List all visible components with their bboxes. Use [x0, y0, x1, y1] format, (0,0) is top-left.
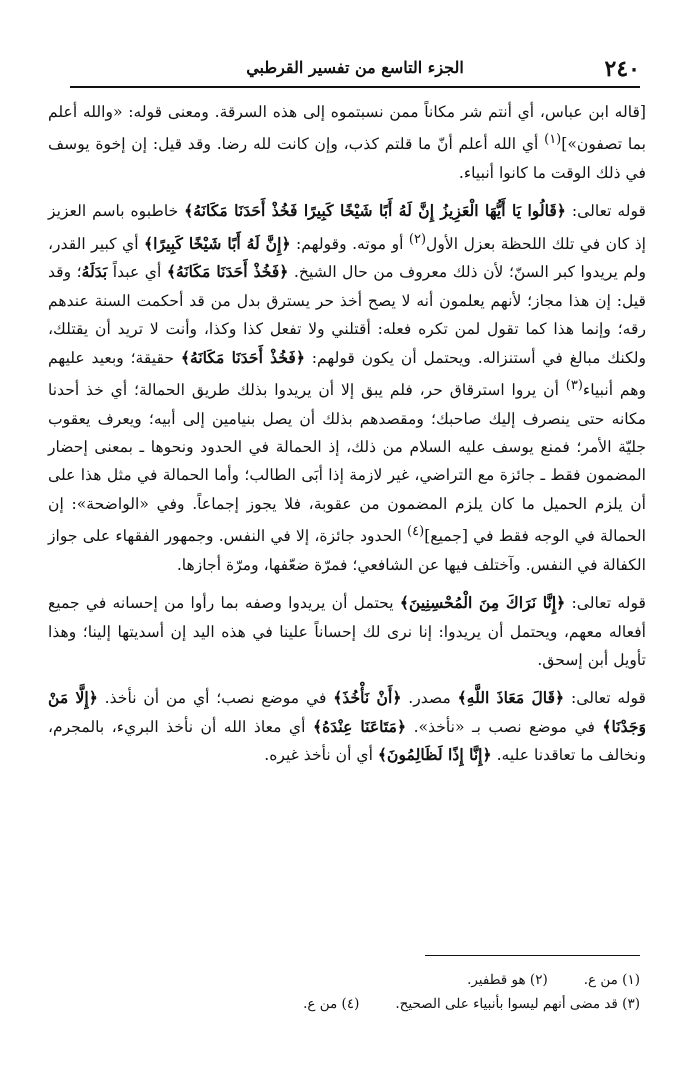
quran-verse: ﴿إِنَّ لَهُ أَبًا شَيْخًا كَبِيرًا﴾ — [144, 234, 291, 253]
footnote-marker: (٤) — [407, 524, 425, 540]
text-run: [قاله ابن عباس، أي أنتم شر مكاناً ممن نسبتموه إلى هذه السرقة. ومعنى قوله: «والله أعلم بما تصفون»] — [48, 103, 646, 154]
footnote: (٣) قد مضى أنهم ليسوا بأنبياء على الصحيح. — [395, 996, 640, 1012]
text-run: في موضع نصب بـ «نأخذ». — [406, 717, 603, 736]
footnote-marker: (٣) — [565, 378, 583, 394]
footnote-row — [50, 992, 640, 1016]
footnote-marker: (١) — [544, 132, 562, 148]
quran-verse: ﴿مَتَاعَنَا عِنْدَهُ﴾ — [312, 716, 407, 736]
footnote-row — [50, 968, 640, 992]
quran-verse: ﴿أَنْ نَأْخُذَ﴾ — [333, 688, 402, 708]
text-run: الحدود جائزة، إلا في النفس. وجمهور الفقهاء على جواز الكفالة في النفس. وآختلف فيها عن الشافعي؛ فمرّة ضعّفها، ومرّة أجازها. — [48, 527, 646, 574]
paragraph — [48, 98, 646, 187]
footnote-divider — [425, 955, 640, 956]
text-run: مصدر. — [401, 689, 458, 708]
quran-verse: ﴿إِنَّا إِذًا لَظَالِمُونَ﴾ — [377, 745, 492, 765]
text-run: أي عبداً — [107, 263, 167, 282]
text-run: أي كبير القدر، ولم يريدوا كبر السنّ؛ لأن ذلك معروف من حال الشيخ. — [48, 235, 646, 282]
quran-verse: ﴿قَالَ مَعَاذَ اللَّهِ﴾ — [457, 688, 565, 708]
text-run: ؛ وقد قيل: إن هذا مجاز؛ لأنهم يعلمون أنه لا يصح أخذ حر يسترق بدل من قد أحكمت السنة عندهم رقه؛ وإنما هذا كما تقول لمن تكره فعله: أقتلني ولا تفعل كذا وكذا، وأنت لا تريد أن يقتلك، ولكنك مبالغ في أستنزاله. ويحتمل أن يكون قولهم: — [48, 263, 646, 367]
quran-verse: ﴿إِنَّا نَرَاكَ مِنَ الْمُحْسِنِينَ﴾ — [399, 593, 566, 613]
body-text — [48, 98, 646, 780]
quran-verse: ﴿فَخُذْ أَحَدَنَا مَكَانَهُ﴾ — [166, 262, 289, 282]
quran-verse: ﴿فَخُذْ أَحَدَنَا مَكَانَهُ﴾ — [180, 347, 306, 367]
text-run: حقيقة؛ وبعيد عليهم وهم أنبياء — [48, 348, 646, 400]
running-title: الجزء التاسع من تفسير القرطبي — [246, 58, 464, 77]
text-run: يحتمل أن يريدوا وصفه بما رأوا من إحسانه في جميع أفعاله معهم، ويحتمل أن يريدوا: إنا نرى لك إحساناً علينا في هذه اليد إن أسديتها إلينا؛ وهذا تأويل أبن إسحق. — [48, 594, 646, 670]
footnote: (١) من ع. — [583, 972, 640, 988]
footnote: (٢) هو قطفير. — [467, 972, 548, 988]
footnote: (٤) من ع. — [303, 996, 360, 1012]
footnotes — [50, 968, 640, 1016]
text-run: أي أن نأخذ غيره. — [264, 746, 378, 765]
page-header — [70, 56, 640, 88]
text-run: في موضع نصب؛ أي من أن نأخذ. — [97, 689, 334, 708]
text-run: أن يروا استرقاق حر، فلم يبق إلا أن يريدوا بذلك طريق الحمالة؛ أي خذ أحدنا مكانه حتى ينصرف إليك صاحبك؛ ومقصدهم بذلك أن يصل بنيامين إلى أبيه؛ ويعرف يعقوب جليّة الأمر؛ فمنع يوسف عليه السلام من ذلك، إذ الحمالة في الحدود ونحوها ـ بمعنى إحضار المضمون فقط ـ جائزة مع التراضي، غير لازمة إذا أبَى الطالب؛ وأما الحمالة في مثل هذا على أن يلزم الحميل ما كان يلزم المضمون من عقوبة، فلا يجوز إجماعاً. وفي «الواضحة»: إن الحمالة في الوجه فقط في [جميع] — [48, 381, 647, 546]
paragraph — [48, 684, 646, 769]
quran-verse: ﴿إِلَّا مَنْ وَجَدْنَا﴾ — [48, 688, 647, 736]
text-run: أي الله أعلم أنّ ما قلتم كذب، وإن كانت لله رضا. وقد قيل: إن إخوة يوسف في ذلك الوقت ما كانوا أنبياء. — [48, 135, 646, 182]
footnote-marker: (٢) — [408, 231, 427, 247]
text-run: قوله تعالى: — [564, 689, 646, 708]
paragraph — [48, 589, 646, 674]
paragraph — [48, 197, 646, 579]
text-run: خاطبوه باسم العزيز إذ كان في تلك اللحظة بعزل الأول — [48, 202, 647, 253]
quran-verse: بَدَلَهُ — [81, 262, 108, 282]
page-number: ٢٤٠ — [604, 56, 640, 82]
text-run: قوله تعالى: — [565, 594, 646, 613]
text-run: قوله تعالى: — [565, 202, 647, 221]
text-run: أي معاذ الله أن نأخذ البريء، بالمجرم، ونخالف ما تعاقدنا عليه. — [48, 717, 646, 765]
text-run: أو موته. وقولهم: — [290, 235, 409, 253]
quran-verse: ﴿قَالُوا يَا أَيُّهَا الْعَزِيزُ إِنَّ لَهُ أَبًا شَيْخًا كَبِيرًا فَخُذْ أَحَدَنَا مَكَانَهُ﴾ — [184, 201, 566, 221]
